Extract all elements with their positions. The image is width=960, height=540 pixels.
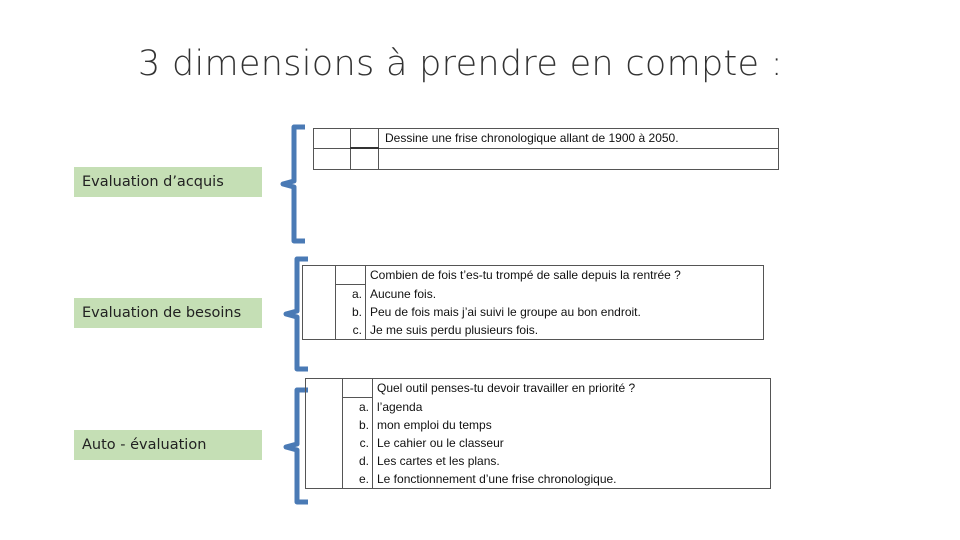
option-letter: b. bbox=[343, 416, 373, 434]
option-text: Les cartes et les plans. bbox=[373, 452, 771, 470]
option-text: Je me suis perdu plusieurs fois. bbox=[366, 321, 764, 340]
table-cell-empty bbox=[314, 129, 351, 149]
table-cell-empty bbox=[336, 266, 366, 285]
table-cell-empty bbox=[303, 303, 336, 321]
answer-cell bbox=[379, 148, 779, 169]
table-cell-empty bbox=[351, 148, 379, 169]
question-text: Quel outil penses-tu devoir travailler en priorité ? bbox=[373, 379, 771, 398]
table-cell-empty bbox=[306, 398, 343, 417]
page-title: 3 dimensions à prendre en compte : bbox=[138, 44, 783, 84]
option-text: l’agenda bbox=[373, 398, 771, 417]
table-cell-empty bbox=[314, 148, 351, 169]
table-cell-empty bbox=[343, 379, 373, 398]
question-text: Dessine une frise chronologique allant de 1900 à 2050. bbox=[379, 129, 779, 149]
bracket-acquis bbox=[280, 124, 310, 244]
dimension-label-besoins: Evaluation de besoins bbox=[74, 298, 262, 328]
table-cell-empty bbox=[306, 470, 343, 489]
question-text: Combien de fois t’es-tu trompé de salle depuis la rentrée ? bbox=[366, 266, 764, 285]
option-letter: c. bbox=[343, 434, 373, 452]
question-table-besoins bbox=[302, 265, 764, 340]
table-cell-empty bbox=[306, 379, 343, 398]
table-cell-empty bbox=[303, 285, 336, 304]
option-letter: d. bbox=[343, 452, 373, 470]
option-text: Le fonctionnement d’une frise chronologique. bbox=[373, 470, 771, 489]
option-text: Le cahier ou le classeur bbox=[373, 434, 771, 452]
option-text: Aucune fois. bbox=[366, 285, 764, 304]
option-letter: e. bbox=[343, 470, 373, 489]
option-text: Peu de fois mais j’ai suivi le groupe au bon endroit. bbox=[366, 303, 764, 321]
question-table-acquis bbox=[313, 128, 779, 170]
table-cell-empty bbox=[306, 434, 343, 452]
question-table-auto bbox=[305, 378, 771, 489]
table-cell-empty bbox=[303, 321, 336, 340]
table-cell-empty bbox=[303, 266, 336, 285]
option-letter: a. bbox=[336, 285, 366, 304]
option-letter: a. bbox=[343, 398, 373, 417]
option-text: mon emploi du temps bbox=[373, 416, 771, 434]
option-letter: c. bbox=[336, 321, 366, 340]
table-cell-empty bbox=[306, 416, 343, 434]
table-cell-empty bbox=[351, 129, 379, 149]
dimension-label-acquis: Evaluation d’acquis bbox=[74, 167, 262, 197]
option-letter: b. bbox=[336, 303, 366, 321]
table-cell-empty bbox=[306, 452, 343, 470]
dimension-label-auto: Auto - évaluation bbox=[74, 430, 262, 460]
